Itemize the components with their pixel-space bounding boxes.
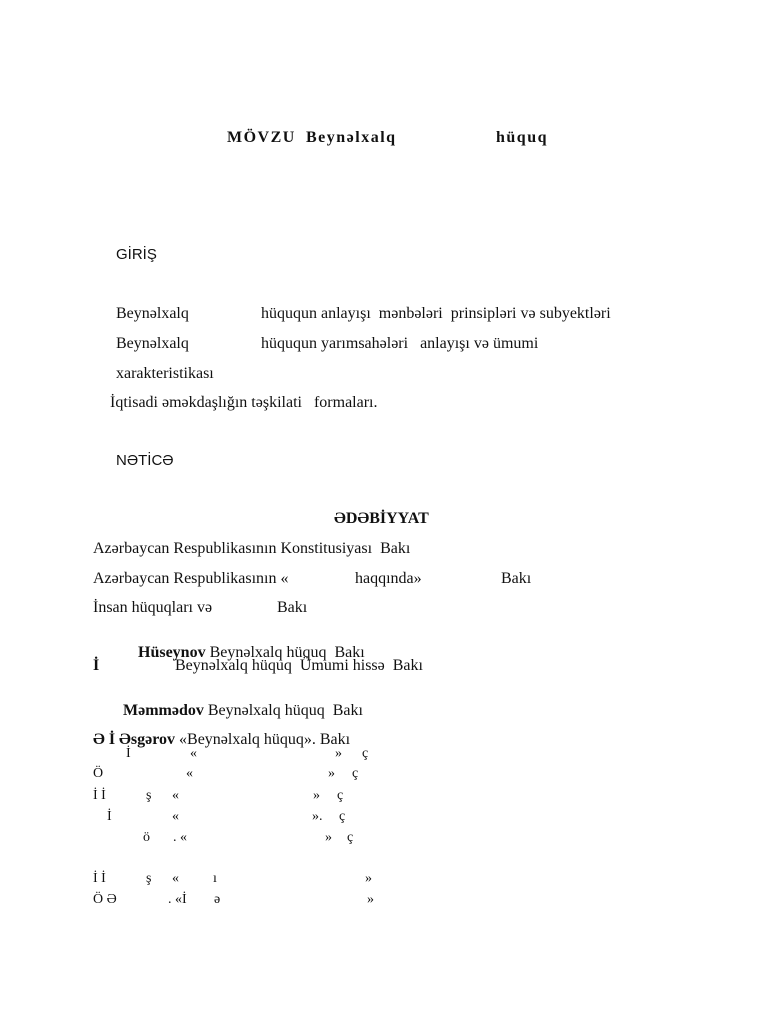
fragment-2-3: ç [352,766,359,781]
bib-entry-4-author: Hüseynov [138,644,206,661]
fragment-1-2: » [335,746,342,761]
bib-entry-3-a: İnsan hüquqları və [93,599,213,616]
fragment-6-0: İ İ [93,871,106,886]
bib-entry-6 [115,687,363,719]
toc-item-1-b: hüququn anlayışı mənbələri prinsipləri və subyektləri [261,305,611,322]
bib-entry-7-rest: «Beynəlxalq hüquq». Bakı [175,731,351,748]
fragment-5-3: ç [347,830,354,845]
document-title-prefix: MÖVZU [227,129,296,146]
bib-entry-6-rest: Beynəlxalq hüquq Bakı [203,702,363,719]
fragment-4-1: « [172,809,179,824]
toc-conclusion: NƏTİCƏ [116,452,174,469]
bib-entry-5-initial: İ [93,657,100,674]
bib-entry-7 [85,716,350,748]
fragment-6-1: ş [146,871,152,886]
fragment-4-3: ç [339,809,346,824]
fragment-3-4: ç [337,788,344,803]
bib-entry-2-b: haqqında» [355,570,422,587]
bib-entry-4-rest: Beynəlxalq hüquq Bakı [205,644,365,661]
bib-entry-2-c: Bakı [501,570,532,587]
fragment-1-1: « [190,746,197,761]
fragment-3-2: « [172,788,179,803]
fragment-7-2: ə [214,892,221,907]
fragment-3-3: » [313,788,320,803]
toc-item-2-continuation: xarakteristikası [116,365,214,382]
bib-entry-7-author: Ə İ Əsgərov [93,731,176,748]
fragment-2-2: » [328,766,335,781]
fragment-7-0: Ö Ə [93,892,117,907]
fragment-6-3: ı [213,871,217,886]
fragment-6-2: « [172,871,179,886]
bibliography-heading: ƏDƏBİYYAT [334,510,429,527]
fragment-6-4: » [365,871,372,886]
fragment-5-0: ö [143,830,150,845]
toc-intro: GİRİŞ [116,246,157,263]
fragment-2-1: « [186,766,193,781]
fragment-5-2: » [325,830,332,845]
toc-item-2-b: hüququn yarımsahələri anlayışı və ümumi [261,335,539,352]
toc-item-1-a: Beynəlxalq [116,305,189,322]
document-title-word2: hüquq [496,129,548,146]
fragment-4-2: ». [312,809,323,824]
fragment-4-0: İ [107,809,112,824]
fragment-7-3: » [367,892,374,907]
toc-item-3: İqtisadi əməkdaşlığın təşkilati formaları. [110,394,378,411]
fragment-3-0: İ İ [93,788,106,803]
fragment-1-3: ç [362,746,369,761]
bib-entry-5-rest: Beynəlxalq hüquq Ümumi hissə Bakı [175,657,423,674]
fragment-5-1: . « [173,830,187,845]
fragment-3-1: ş [146,788,152,803]
fragment-7-1: . «İ [168,892,187,907]
bib-entry-1: Azərbaycan Respublikasının Konstitusiyası Bakı [93,540,411,557]
bib-entry-2-a: Azərbaycan Respublikasının « [93,570,289,587]
fragment-2-0: Ö [93,766,104,781]
bib-entry-6-author: Məmmədov [123,702,204,719]
fragment-1-0: İ [126,746,131,761]
bib-entry-3-b: Bakı [277,599,308,616]
document-title-word1: Beynəlxalq [306,129,397,146]
toc-item-2-a: Beynəlxalq [116,335,189,352]
